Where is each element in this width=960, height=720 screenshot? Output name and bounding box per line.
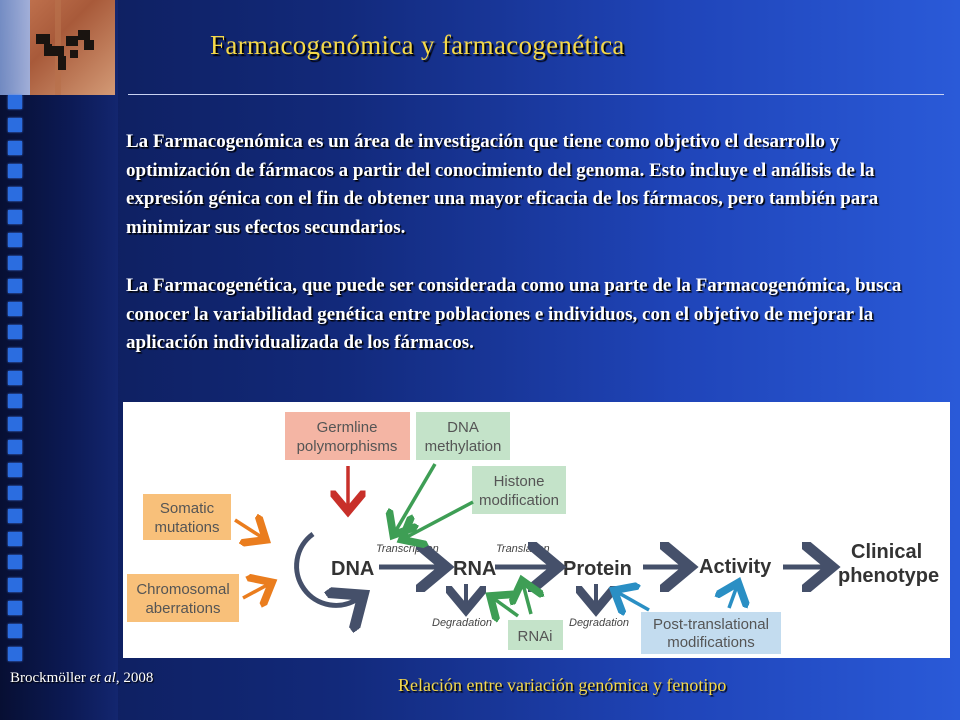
arrow-rnai-to-rna-up <box>523 584 531 614</box>
title-divider <box>128 94 944 95</box>
box-histone-modification <box>472 466 566 514</box>
svg-text:methylation: methylation <box>424 438 502 455</box>
label-degradation-rna: Degradation <box>432 617 492 629</box>
figure-caption: Relación entre variación genómica y fenotipo <box>398 675 727 695</box>
box-germline-polymorphisms <box>285 412 410 460</box>
arrow-rnai-to-rna <box>493 598 518 616</box>
box-post-translational-modifications <box>641 612 781 654</box>
node-clinical-phenotype: Clinical phenotype <box>838 541 940 587</box>
arrow-ptm-to-protein <box>617 592 649 610</box>
label-degradation-protein: Degradation <box>569 617 629 629</box>
svg-text:Germline: Germline <box>316 419 378 436</box>
box-dna-methylation <box>416 412 510 460</box>
paragraph-pharmacogenomics: La Farmacogenómica es un área de investigación que tiene como objetivo el desarrollo y optimización de fármacos a partir del conocimiento del genoma. Esto incluye el análisis de la expresión génica con el fin de obtener una mayor eficacia de los fármacos, pero también para minimizar sus efectos secundarios. <box>126 131 879 238</box>
citation: Brockmöller et al, 2008 <box>10 670 154 686</box>
box-rnai <box>508 620 563 650</box>
svg-text:Chromosomal: Chromosomal <box>136 581 230 598</box>
svg-text:DNA: DNA <box>447 419 479 436</box>
svg-text:mutations: mutations <box>154 519 220 536</box>
university-logo <box>0 0 115 95</box>
arrow-chromosomal-to-dna <box>243 584 269 598</box>
arrow-histone-to-dna <box>405 502 473 538</box>
svg-text:aberrations: aberrations <box>145 600 221 617</box>
arrow-ptm-to-activity <box>729 586 737 608</box>
arrow-methylation-to-dna <box>395 464 435 532</box>
node-rna: RNA <box>453 558 497 580</box>
slide-title: Farmacogenómica y farmacogenética <box>210 30 625 60</box>
node-activity: Activity <box>699 556 772 578</box>
svg-text:Somatic: Somatic <box>159 500 215 517</box>
node-dna: DNA <box>331 558 375 580</box>
node-protein: Protein <box>563 558 632 580</box>
label-translation: Translation <box>496 543 550 555</box>
svg-text:modification: modification <box>478 492 560 509</box>
paragraph-pharmacogenetics: La Farmacogenética, que puede ser considerada como una parte de la Farmacogenómica, busca conocer la variabilidad genética entre poblaciones e individuos, con el objetivo de mejorar la aplicación individualizada de los fármacos. <box>126 275 902 353</box>
svg-text:modifications: modifications <box>667 634 755 651</box>
decorative-squares <box>8 95 24 670</box>
box-somatic-mutations <box>143 494 231 540</box>
svg-text:RNAi: RNAi <box>517 628 553 645</box>
genomic-variation-diagram <box>123 402 950 658</box>
box-chromosomal-aberrations <box>127 574 239 622</box>
arrow-somatic-to-dna <box>235 520 263 538</box>
svg-text:polymorphisms: polymorphisms <box>296 438 398 455</box>
svg-text:Histone: Histone <box>493 473 545 490</box>
label-transcription: Transcription <box>376 543 439 555</box>
svg-text:Post-translational: Post-translational <box>653 616 769 633</box>
